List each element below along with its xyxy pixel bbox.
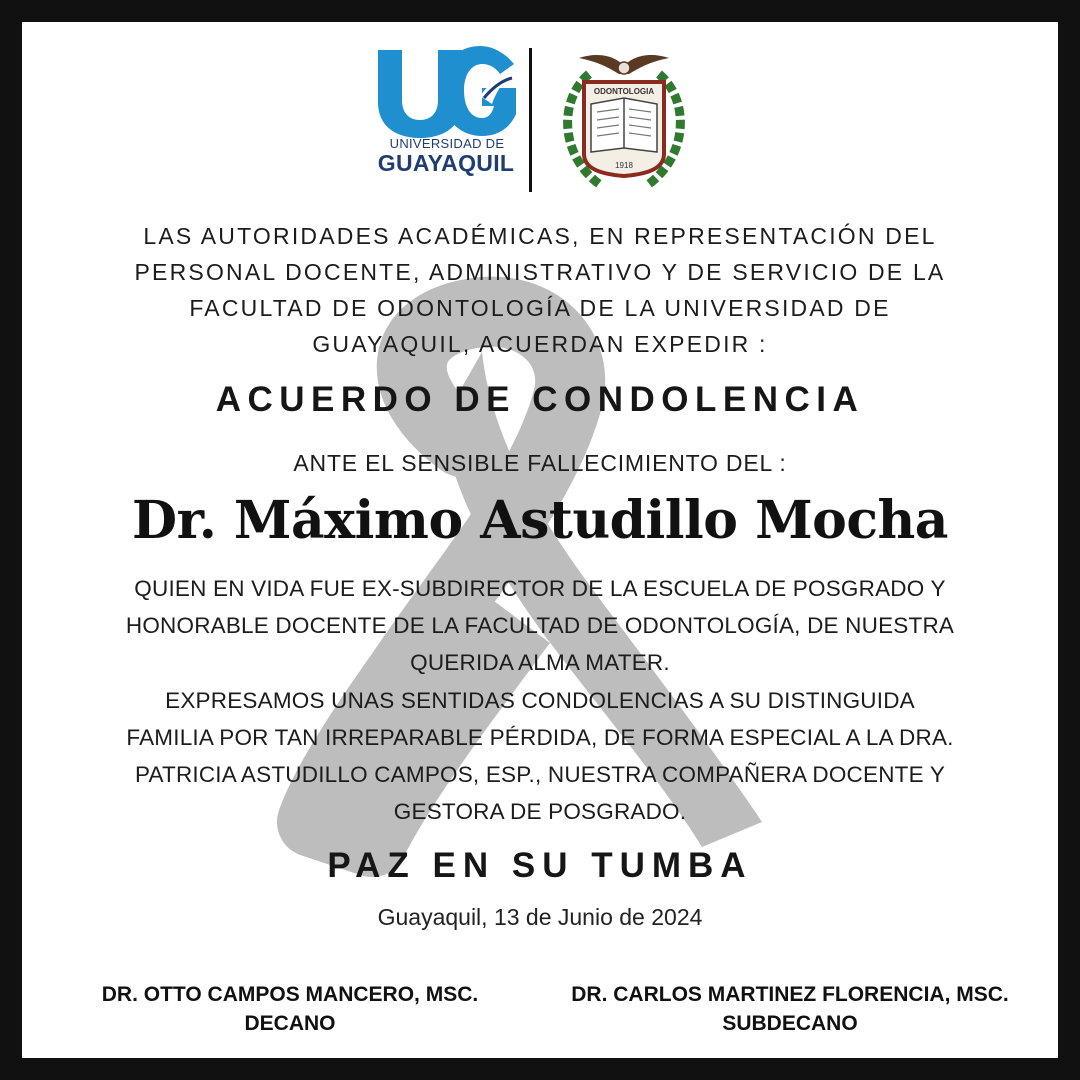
- seal-year: 1918: [615, 161, 633, 170]
- condolence-paragraph: [42, 682, 1038, 830]
- signatory-role: SUBDECANO: [722, 1012, 858, 1035]
- closing-phrase: PAZ EN SU TUMBA: [327, 846, 753, 885]
- deceased-name: Dr. Máximo Astudillo Mocha: [131, 490, 948, 551]
- intro-paragraph: [42, 218, 1038, 362]
- biography-line: QUERIDA ALMA MATER.: [410, 650, 670, 675]
- seal-top-text: ODONTOLOGIA: [593, 87, 655, 96]
- biography-paragraph: [42, 570, 1038, 681]
- intro-line: PERSONAL DOCENTE, ADMINISTRATIVO Y DE SERVICIO DE LA: [134, 259, 946, 285]
- condolence-line: FAMILIA POR TAN IRREPARABLE PÉRDIDA, DE FORMA ESPECIAL A LA DRA.: [126, 725, 954, 750]
- ug-letters-icon: [376, 42, 516, 138]
- intro-line: LAS AUTORIDADES ACADÉMICAS, EN REPRESENTACIÓN DEL: [143, 223, 937, 249]
- intro-line: FACULTAD DE ODONTOLOGÍA DE LA UNIVERSIDAD DE: [189, 295, 891, 321]
- signatory-role: DECANO: [244, 1012, 336, 1035]
- ug-name-line2: GUAYAQUIL: [377, 150, 515, 176]
- condolence-line: PATRICIA ASTUDILLO CAMPOS, ESP., NUESTRA COMPAÑERA DOCENTE Y: [134, 762, 946, 787]
- signatory-name: DR. CARLOS MARTINEZ FLORENCIA, MSC.: [571, 983, 1009, 1006]
- biography-line: HONORABLE DOCENTE DE LA FACULTAD DE ODONTOLOGÍA, DE NUESTRA: [125, 613, 955, 638]
- ug-logo: [376, 42, 516, 182]
- biography-line: QUIEN EN VIDA FUE EX-SUBDIRECTOR DE LA ESCUELA DE POSGRADO Y: [134, 576, 946, 601]
- intro-line: GUAYAQUIL, ACUERDAN EXPEDIR :: [312, 331, 768, 357]
- condolence-line: GESTORA DE POSGRADO.: [393, 799, 687, 824]
- condolence-card: [22, 22, 1058, 1058]
- document-title: ACUERDO DE CONDOLENCIA: [215, 380, 865, 419]
- ug-name-line1: UNIVERSIDAD DE: [389, 136, 505, 151]
- condolence-line: EXPRESAMOS UNAS SENTIDAS CONDOLENCIAS A SU DISTINGUIDA: [165, 688, 915, 713]
- header-logos: [22, 34, 1058, 194]
- logo-divider: [529, 48, 532, 192]
- signatory-name: DR. OTTO CAMPOS MANCERO, MSC.: [101, 983, 479, 1006]
- signatory-dean: [60, 980, 520, 1038]
- document-subtitle: ANTE EL SENSIBLE FALLECIMIENTO DEL :: [293, 450, 787, 476]
- signatory-subdean: [540, 980, 1040, 1038]
- odontologia-seal-icon: [549, 44, 699, 194]
- date-line: Guayaquil, 13 de Junio de 2024: [377, 904, 703, 930]
